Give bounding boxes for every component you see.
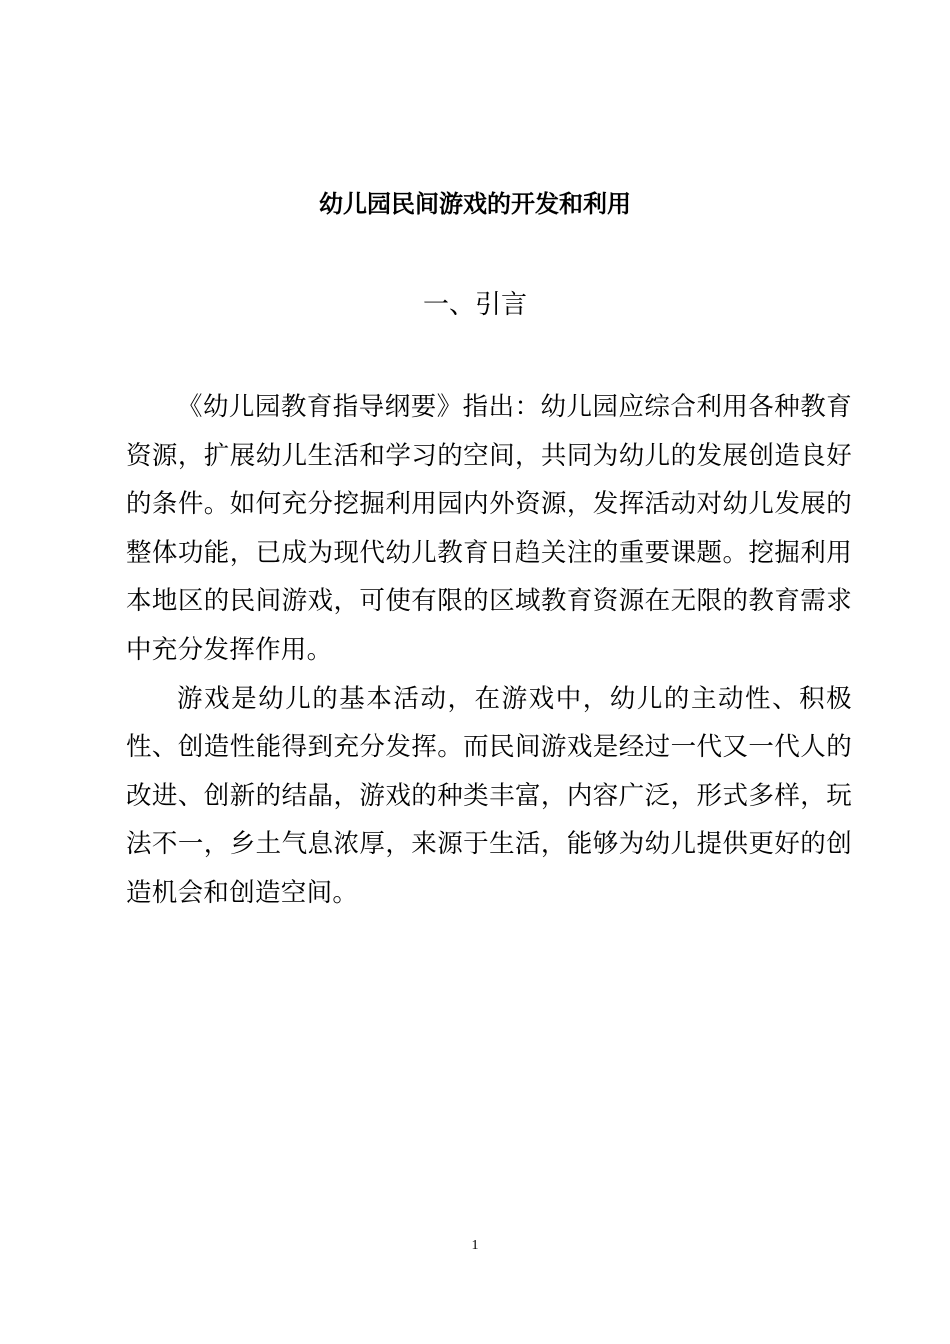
document-title: 幼儿园民间游戏的开发和利用 (319, 190, 631, 218)
section-heading: 一、引言 (422, 290, 527, 320)
paragraph-2: 游戏是幼儿的基本活动，在游戏中，幼儿的主动性、积极性、创造性能得到充分发挥。而民间游戏是经过一代又一代人的改进、创新的结晶，游戏的种类丰富，内容广泛，形式多样，玩法不一，乡土气息浓厚，来源于生活，能够为幼儿提供更好的创造机会和创造空间。 (126, 683, 852, 908)
body-text (126, 383, 852, 918)
page-number: 1 (471, 1238, 479, 1253)
paragraph-1: 《幼儿园教育指导纲要》指出：幼儿园应综合利用各种教育资源，扩展幼儿生活和学习的空间，共同为幼儿的发展创造良好的条件。如何充分挖掘利用园内外资源，发挥活动对幼儿发展的整体功能，已成为现代幼儿教育日趋关注的重要课题。挖掘利用本地区的民间游戏，可使有限的区域教育资源在无限的教育需求中充分发挥作用。 (126, 392, 852, 665)
